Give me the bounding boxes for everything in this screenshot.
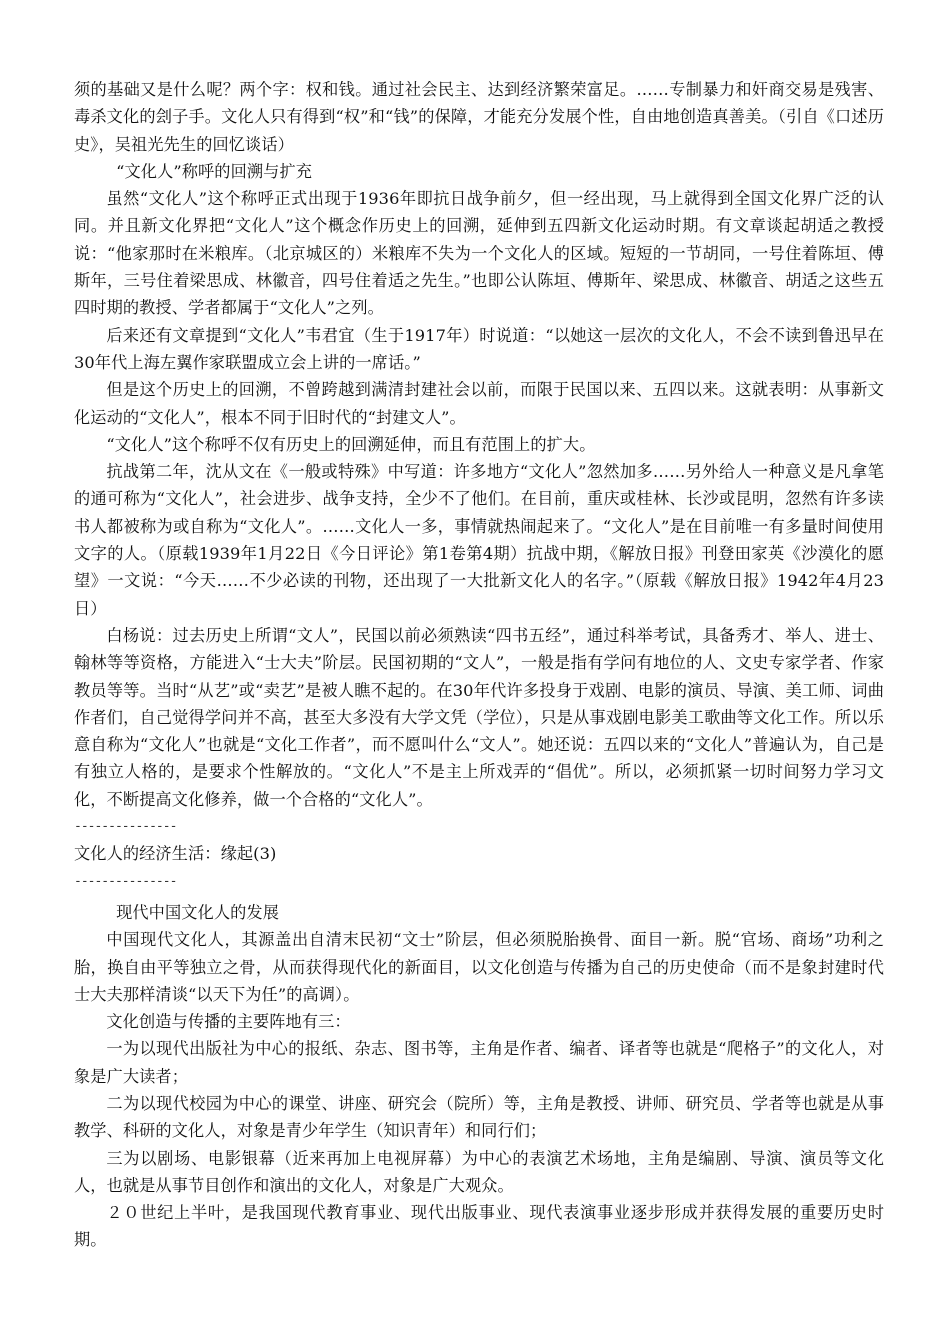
paragraph: 文化创造与传播的主要阵地有三： (106, 1012, 351, 1032)
chapter-title: 文化人的经济生活：缘起(3) (74, 844, 277, 864)
paragraph: 中国现代文化人，其源盖出自清末民初“文士”阶层，但必须脱胎换骨、面目一新。脱“官场、商场”功利之胎，换自由平等独立之骨，从而获得现代化的新面目，以文化创造与传播为自己的历史使命（而不是象封建时代士大夫那样清谈“以天下为任”的高调）。 (74, 930, 884, 1004)
paragraph: 白杨说：过去历史上所谓“文人”，民国以前必须熟读“四书五经”，通过科举考试，具备秀才、举人、进士、翰林等等资格，方能进入“士大夫”阶层。民国初期的“文人”，一般是指有学问有地位的人、文史专家学者、作家教员等等。当时“从艺”或“卖艺”是被人瞧不起的。在30年代许多投身于戏剧、电影的演员、导演、美工师、词曲作者们，自己觉得学问并不高，甚至大多没有大学文凭（学位），只是从事戏剧电影美工歌曲等文化工作。所以乐意自称为“文化人”也就是“文化工作者”，而不愿叫什么“文人”。她还说：五四以来的“文化人”普遍认为，自己是有独立人格的，是要求个性解放的。“文化人”不是主上所戏弄的“倡优”。所以，必须抓紧一切时间努力学习文化，不断提高文化修养，做一个合格的“文化人”。 (74, 625, 884, 809)
paragraph: 后来还有文章提到“文化人”韦君宜（生于1917年）时说道：“以她这一层次的文化人，不会不读到鲁迅早在30年代上海左翼作家联盟成立会上讲的一席话。” (74, 325, 884, 372)
divider-bottom: --------------- (74, 873, 177, 889)
section-heading: “文化人”称呼的回溯与扩充 (116, 161, 313, 181)
paragraph: ２０世纪上半叶，是我国现代教育事业、现代出版事业、现代表演事业逐步形成并获得发展的重要历史时期。 (74, 1203, 884, 1250)
paragraph: 二为以现代校园为中心的课堂、讲座、研究会（院所）等，主角是教授、讲师、研究员、学者等也就是从事教学、科研的文化人，对象是青少年学生（知识青年）和同行们； (74, 1093, 884, 1141)
paragraph: 须的基础又是什么呢？两个字：权和钱。通过社会民主、达到经济繁荣富足。……专制暴力和奸商交易是残害、毒杀文化的刽子手。文化人只有得到“权”和“钱”的保障，才能充分发展个性，自由地创造真善美。（引自《口述历史》，吴祖光先生的回忆谈话） (74, 80, 884, 154)
paragraph: 一为以现代出版社为中心的报纸、杂志、图书等，主角是作者、编者、译者等也就是“爬格子”的文化人，对象是广大读者； (74, 1039, 884, 1086)
paragraph: “文化人”这个称呼不仅有历史上的回溯延伸，而且有范围上的扩大。 (106, 434, 596, 454)
paragraph: 但是这个历史上的回溯，不曾跨越到满清封建社会以前，而限于民国以来、五四以来。这就表明：从事新文化运动的“文化人”，根本不同于旧时代的“封建文人”。 (74, 380, 884, 427)
divider-top: --------------- (74, 819, 177, 835)
paragraph: 三为以剧场、电影银幕（近来再加上电视屏幕）为中心的表演艺术场地，主角是编剧、导演、演员等文化人，也就是从事节目创作和演出的文化人，对象是广大观众。 (74, 1148, 884, 1195)
paragraph: 抗战第二年，沈从文在《一般或特殊》中写道：许多地方“文化人”忽然加多……另外给人一种意义是凡拿笔的通可称为“文化人”，社会进步、战争支持，全少不了他们。在目前，重庆或桂林、长沙或昆明，忽然有许多读书人都被称为或自称为“文化人”。……文化人一多，事情就热闹起来了。“文化人”是在目前唯一有多量时间使用文字的人。（原载1939年1月22日《今日评论》第1卷第4期）抗战中期，《解放日报》刊登田家英《沙漠化的愿望》一文说：“今天……不少必读的刊物，还出现了一大批新文化人的名字。”（原载《解放日报》1942年4月23日） (74, 462, 884, 618)
section-heading: 现代中国文化人的发展 (116, 902, 279, 922)
document-page (74, 76, 884, 1254)
paragraph: 虽然“文化人”这个称呼正式出现于1936年即抗日战争前夕，但一经出现，马上就得到全国文化界广泛的认同。并且新文化界把“文化人”这个概念作历史上的回溯，延伸到五四新文化运动时期。有文章谈起胡适之教授说：“他家那时在米粮库。（北京城区的）米粮库不失为一个文化人的区域。短短的一节胡同，一号住着陈垣、傅斯年，三号住着梁思成、林徽音，四号住着适之先生。”也即公认陈垣、傅斯年、梁思成、林徽音、胡适之这些五四时期的教授、学者都属于“文化人”之列。 (74, 189, 884, 318)
